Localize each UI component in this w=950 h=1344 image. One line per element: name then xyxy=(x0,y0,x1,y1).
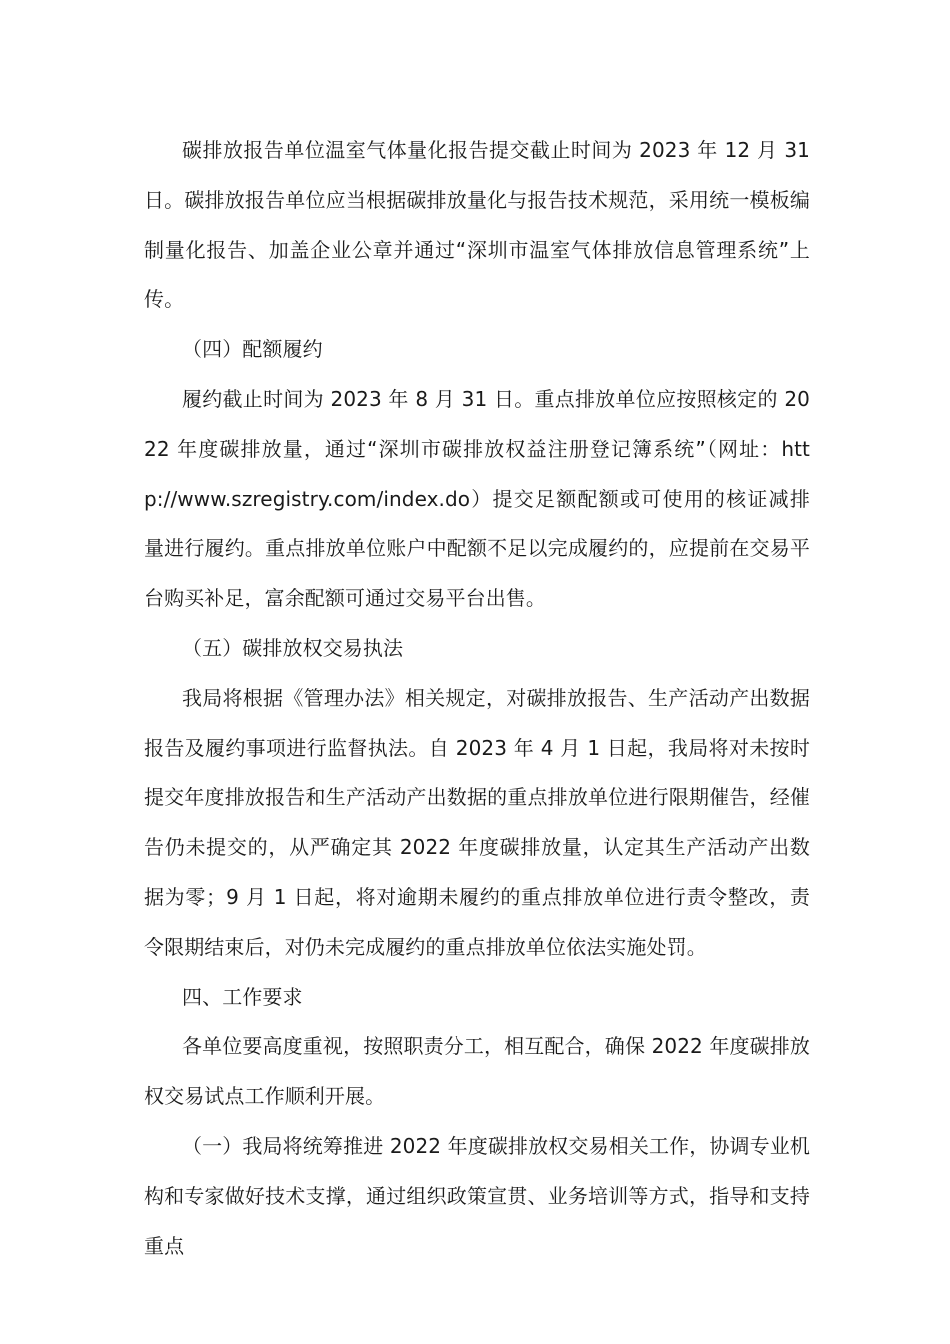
paragraph-work-requirements: 各单位要高度重视，按照职责分工，相互配合，确保 2022 年度碳排放权交易试点工作顺利开展。 xyxy=(144,1034,810,1109)
section-heading-quota-compliance: （四）配额履约 xyxy=(182,337,323,362)
section-heading-enforcement: （五）碳排放权交易执法 xyxy=(182,635,404,660)
paragraph-compliance-deadline: 履约截止时间为 2023 年 8 月 31 日。重点排放单位应按照核定的 2022 年度碳排放量，通过“深圳市碳排放权益注册登记簿系统”（网址：http://www.szregistry.com/index.do）提交足额配额或可使用的核证减排量进行履约。重点排放单位账户中配额不足以完成履约的，应提前在交易平台购买补足，富余配额可通过交易平台出售。 xyxy=(144,386,810,611)
paragraph-enforcement: 我局将根据《管理办法》相关规定，对碳排放报告、生产活动产出数据报告及履约事项进行监督执法。自 2023 年 4 月 1 日起，我局将对未按时提交年度排放报告和生产活动产出数据的重点排放单位进行限期催告，经催告仍未提交的，从严确定其 2022 年度碳排放量，认定其生产活动产出数据为零；9 月 1 日起，将对逾期未履约的重点排放单位进行责令整改，责令限期结束后，对仍未完成履约的重点排放单位依法实施处罚。 xyxy=(144,685,810,959)
paragraph-requirement-one: （一）我局将统筹推进 2022 年度碳排放权交易相关工作，协调专业机构和专家做好技术支撑，通过组织政策宣贯、业务培训等方式，指导和支持重点 xyxy=(144,1133,810,1258)
document-body xyxy=(144,126,810,1271)
section-heading-work-requirements: 四、工作要求 xyxy=(182,984,303,1009)
paragraph-report-deadline: 碳排放报告单位温室气体量化报告提交截止时间为 2023 年 12 月 31 日。碳排放报告单位应当根据碳排放量化与报告技术规范，采用统一模板编制量化报告、加盖企业公章并通过“深圳市温室气体排放信息管理系统”上传。 xyxy=(144,138,810,312)
